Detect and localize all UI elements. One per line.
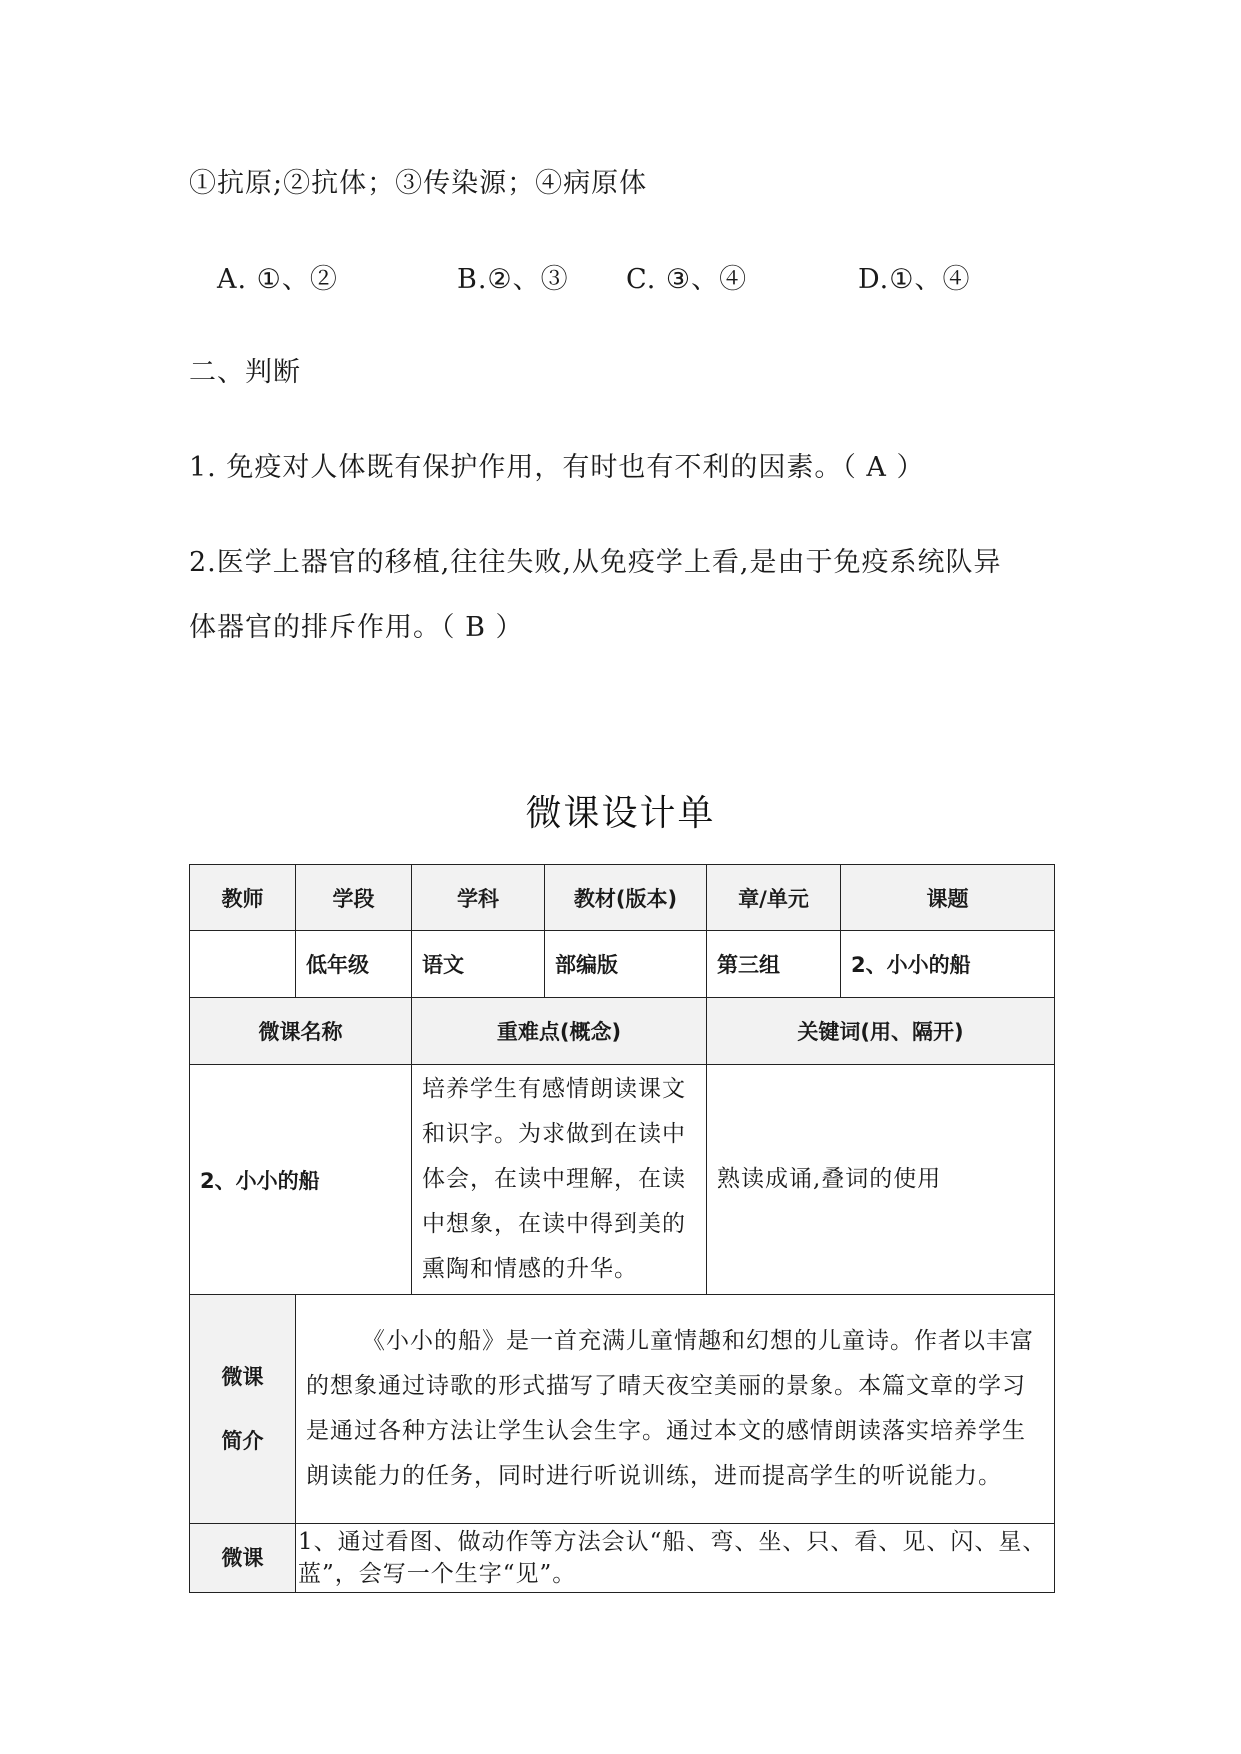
cell-textbook: 部编版 [545, 931, 707, 998]
subheader-row [190, 998, 1055, 1065]
intro-cell [296, 1295, 1055, 1524]
subheader-key-points: 重难点(概念) [412, 998, 707, 1065]
judge-item-2-line1: 2.医学上器官的移植,往往失败,从免疫学上看,是由于免疫系统队异 [189, 547, 1002, 578]
header-unit: 章/单元 [707, 865, 841, 931]
sheet-title: 微课设计单 [525, 793, 716, 834]
content-row [190, 1065, 1055, 1295]
cell-unit: 第三组 [707, 931, 841, 998]
header-stage: 学段 [296, 865, 412, 931]
question-stem: ①抗原;②抗体；③传染源；④病原体 [189, 168, 648, 199]
option-c: C. ③、④ [626, 264, 748, 295]
cell-stage: 低年级 [296, 931, 412, 998]
subheader-course-name: 微课名称 [190, 998, 412, 1065]
key-points: 培养学生有感情朗读课文和识字。为求做到在读中体会，在读中理解，在读中想象，在读中得到美的熏陶和情感的升华。 [412, 1065, 707, 1295]
goal-text: 1、通过看图、做动作等方法会认“船、弯、坐、只、看、见、闪、星、蓝”，会写一个生字“见”。 [296, 1524, 1055, 1593]
intro-label-line2: 简介 [221, 1429, 264, 1453]
intro-row [190, 1295, 1055, 1524]
intro-label-line1: 微课 [221, 1365, 264, 1389]
course-name: 2、小小的船 [190, 1065, 412, 1295]
judge-item-2-line2: 体器官的排斥作用。（ B ） [189, 612, 524, 643]
design-table [189, 864, 1055, 1593]
intro-label [190, 1295, 296, 1524]
header-textbook: 教材(版本) [545, 865, 707, 931]
intro-text: 《小小的船》是一首充满儿童情趣和幻想的儿童诗。作者以丰富的想象通过诗歌的形式描写了晴天夜空美丽的景象。本篇文章的学习是通过各种方法让学生认会生字。通过本文的感情朗读落实培养学生朗读能力的任务，同时进行听说训练，进而提高学生的听说能力。 [306, 1328, 1034, 1489]
header-row [190, 865, 1055, 931]
option-d: D.①、④ [858, 264, 971, 295]
option-b: B.②、③ [457, 264, 569, 295]
subheader-keywords: 关键词(用、隔开) [707, 998, 1055, 1065]
info-row [190, 931, 1055, 998]
header-teacher: 教师 [190, 865, 296, 931]
cell-subject: 语文 [412, 931, 545, 998]
judge-item-1: 1. 免疫对人体既有保护作用，有时也有不利的因素。（ A ） [189, 452, 925, 483]
cell-topic: 2、小小的船 [841, 931, 1055, 998]
option-a: A. ①、② [217, 264, 338, 295]
header-topic: 课题 [841, 865, 1055, 931]
goal-row [190, 1524, 1055, 1593]
header-subject: 学科 [412, 865, 545, 931]
cell-teacher [190, 931, 296, 998]
section2-heading: 二、判断 [189, 357, 301, 388]
goal-label: 微课 [190, 1524, 296, 1593]
keywords: 熟读成诵,叠词的使用 [707, 1065, 1055, 1295]
